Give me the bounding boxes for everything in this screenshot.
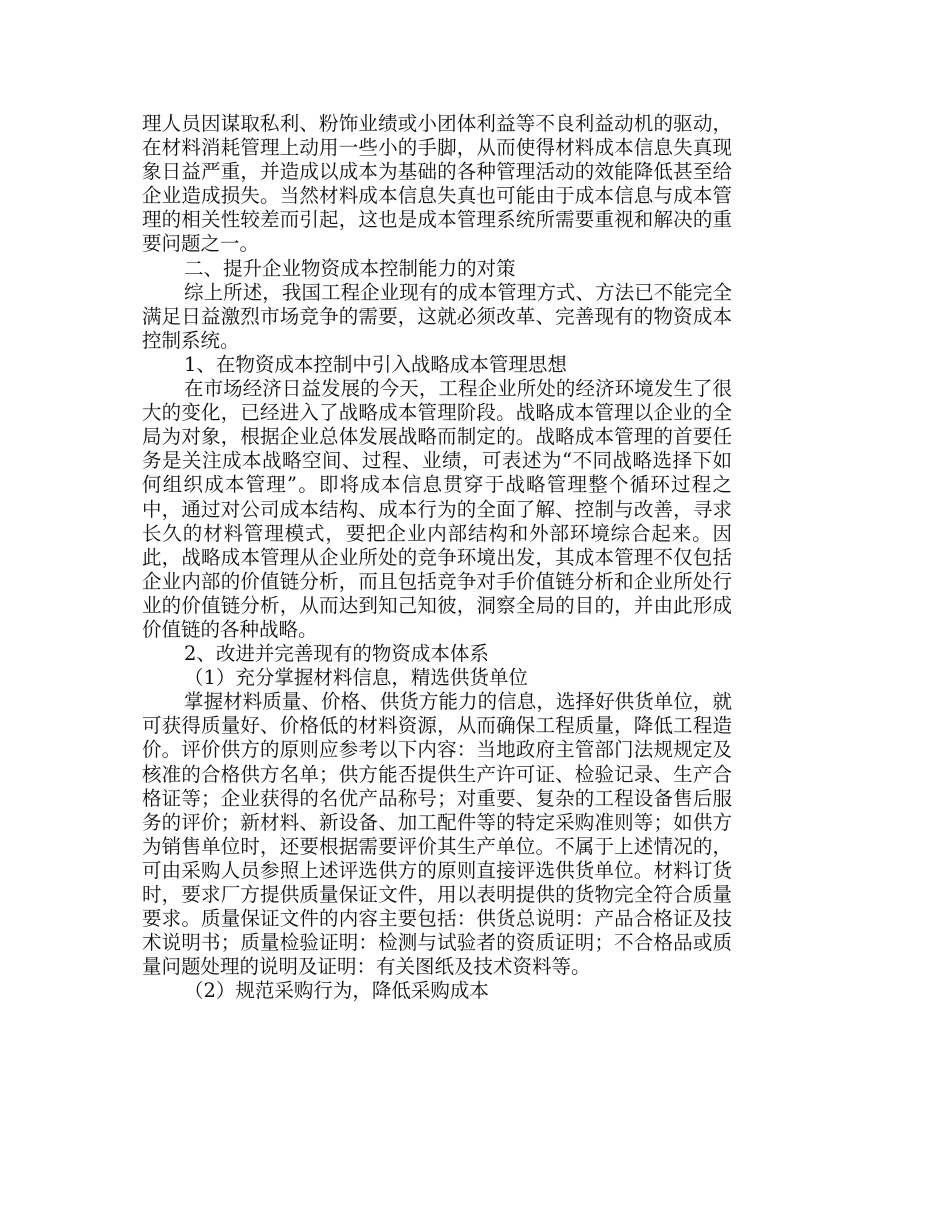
body-paragraph: 综上所述，我国工程企业现有的成本管理方式、方法已不能完全满足日益激烈市场竞争的需要，这就必须改革、完善现有的物资成本控制系统。 <box>142 280 732 352</box>
subsection-heading: 1、在物资成本控制中引入战略成本管理思想 <box>184 352 567 376</box>
subsection-heading: 2、改进并完善现有的物资成本体系 <box>184 642 489 666</box>
section-heading: 二、提升企业物资成本控制能力的对策 <box>184 256 516 280</box>
item-heading: （1）充分掌握材料信息，精选供货单位 <box>184 666 528 690</box>
item-heading: （2）规范采购行为，降低采购成本 <box>184 979 489 1003</box>
document-page <box>142 112 732 1003</box>
body-paragraph: 在市场经济日益发展的今天，工程企业所处的经济环境发生了很大的变化，已经进入了战略成本管理阶段。战略成本管理以企业的全局为对象，根据企业总体发展战略而制定的。战略成本管理的首要任务是关注成本战略空间、过程、业绩，可表述为“不同战略选择下如何组织成本管理”。即将成本信息贯穿于战略管理整个循环过程之中，通过对公司成本结构、成本行为的全面了解、控制与改善，寻求长久的材料管理模式，要把企业内部结构和外部环境综合起来。因此，战略成本管理从企业所处的竞争环境出发，其成本管理不仅包括企业内部的价值链分析，而且包括竞争对手价值链分析和企业所处行业的价值链分析，从而达到知己知彼，洞察全局的目的，并由此形成价值链的各种战略。 <box>142 377 732 641</box>
body-paragraph: 理人员因谋取私利、粉饰业绩或小团体利益等不良利益动机的驱动，在材料消耗管理上动用一些小的手脚，从而使得材料成本信息失真现象日益严重，并造成以成本为基础的各种管理活动的效能降低甚至给企业造成损失。当然材料成本信息失真也可能由于成本信息与成本管理的相关性较差而引起，这也是成本管理系统所需要重视和解决的重要问题之一。 <box>142 112 732 256</box>
body-paragraph: 掌握材料质量、价格、供货方能力的信息，选择好供货单位，就可获得质量好、价格低的材料资源，从而确保工程质量，降低工程造价。评价供方的原则应参考以下内容：当地政府主管部门法规规定及核准的合格供方名单；供方能否提供生产许可证、检验记录、生产合格证等；企业获得的名优产品称号；对重要、复杂的工程设备售后服务的评价；新材料、新设备、加工配件等的特定采购准则等；如供方为销售单位时，还要根据需要评价其生产单位。不属于上述情况的，可由采购人员参照上述评选供方的原则直接评选供货单位。材料订货时，要求厂方提供质量保证文件，用以表明提供的货物完全符合质量要求。质量保证文件的内容主要包括：供货总说明：产品合格证及技术说明书；质量检验证明：检测与试验者的资质证明；不合格品或质量问题处理的说明及证明：有关图纸及技术资料等。 <box>142 690 732 979</box>
